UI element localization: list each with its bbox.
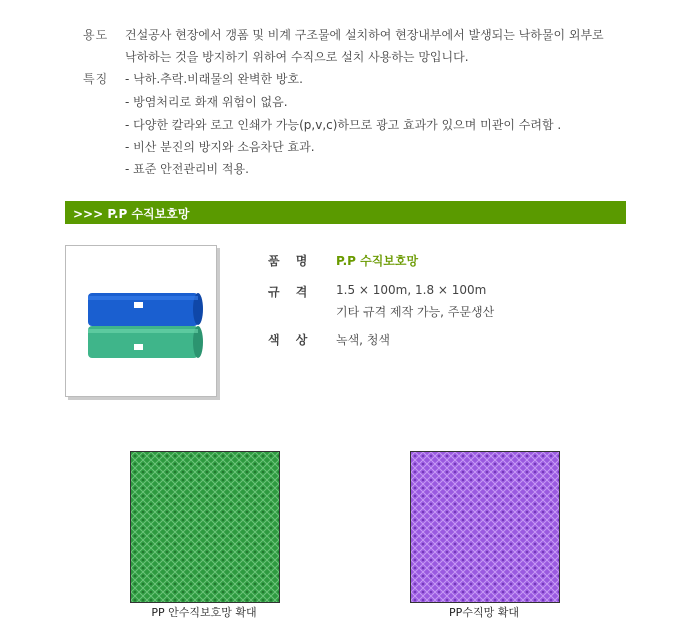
features-label: 특징 [83, 72, 109, 86]
spec-color-label: 색 상 [268, 333, 314, 347]
green-net-swatch [130, 451, 280, 603]
purple-swatch-caption: PP수직망 확대 [449, 606, 519, 619]
purple-mesh-texture [411, 452, 559, 602]
usage-line-1: 건설공사 현장에서 갱폼 및 비계 구조물에 설치하여 현장내부에서 발생되는 낙하물이 외부로 [125, 28, 604, 42]
feature-item: - 비산 분진의 방지와 소음차단 효과. [125, 140, 315, 154]
spec-size-label: 규 격 [268, 285, 314, 299]
spec-name-value: P.P 수직보호망 [336, 254, 419, 268]
usage-line-2: 낙하하는 것을 방지하기 위하여 수직으로 설치 사용하는 망입니다. [125, 50, 469, 64]
spec-size-value-1: 1.5 × 100m, 1.8 × 100m [336, 283, 487, 297]
product-image [65, 245, 217, 397]
net-rolls-icon [66, 246, 216, 396]
feature-item: - 낙하.추락.비래물의 완벽한 방호. [125, 72, 303, 86]
usage-label: 용도 [83, 28, 109, 42]
feature-item: - 방염처리로 화재 위험이 없음. [125, 95, 288, 109]
green-mesh-texture [131, 452, 279, 602]
section-title: >>> P.P 수직보호망 [73, 207, 190, 221]
spec-color-value: 녹색, 청색 [336, 333, 390, 347]
spec-size-value-2: 기타 규격 제작 가능, 주문생산 [336, 305, 495, 319]
feature-item: - 다양한 칼라와 로고 인쇄가 가능(p,v,c)하므로 광고 효과가 있으며 미관이 수려함 . [125, 118, 562, 132]
section-header-bar [65, 201, 626, 224]
green-swatch-caption: PP 안수직보호망 확대 [151, 606, 257, 619]
spec-name-label: 품 명 [268, 254, 314, 268]
feature-item: - 표준 안전관리비 적용. [125, 162, 249, 176]
purple-net-swatch [410, 451, 560, 603]
